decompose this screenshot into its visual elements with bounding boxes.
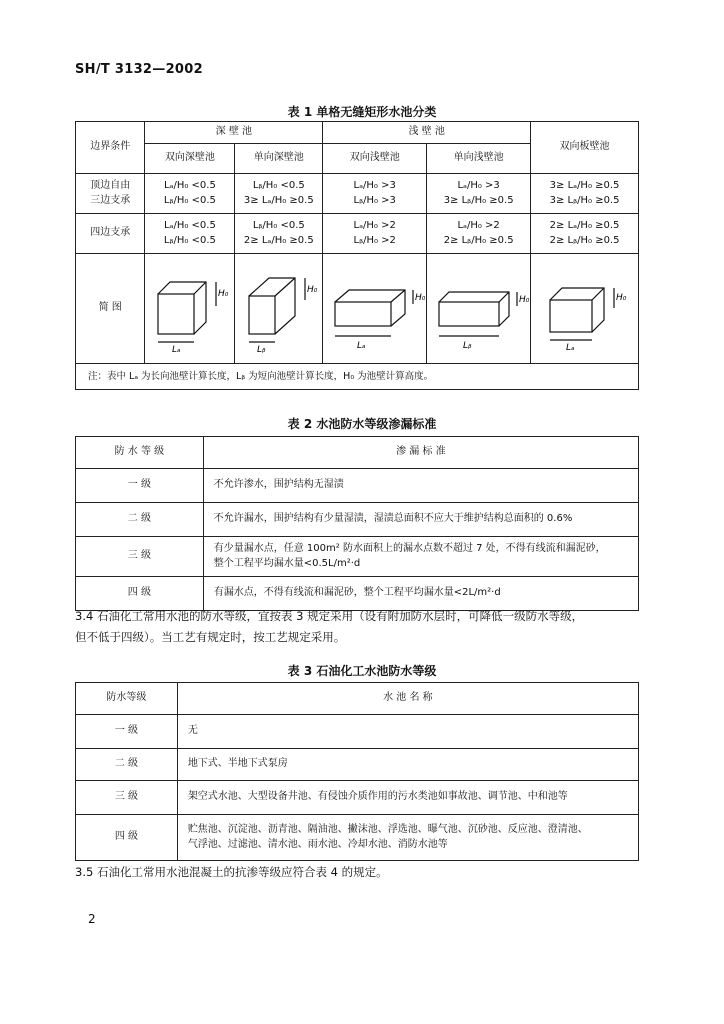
- formula: Lₐ/H₀ >2: [457, 220, 500, 231]
- length-label: Lᵦ: [462, 340, 472, 351]
- table1-cell: [145, 214, 235, 254]
- table1: [75, 121, 639, 390]
- table3-level: 四 级: [76, 815, 178, 861]
- text-line: 贮焦池、沉淀池、沥青池、隔油池、撇沫池、浮选池、曝气池、沉砂池、反应池、澄清池、: [187, 824, 588, 835]
- formula: Lᵦ/H₀ <0.5: [252, 180, 305, 191]
- row-label-line: 三边支承: [90, 194, 131, 206]
- tank-diagram: [150, 264, 230, 354]
- table2-level: 三 级: [76, 537, 204, 577]
- table3: [75, 682, 639, 861]
- height-label: H₀: [414, 292, 426, 303]
- formula: Lₐ/H₀ <0.5: [163, 180, 216, 191]
- formula: 3≥ Lₐ/H₀ ≥0.5: [243, 194, 314, 206]
- formula: Lₐ/H₀ >3: [457, 180, 500, 191]
- table2-level: 二 级: [76, 503, 204, 537]
- height-label: H₀: [518, 294, 530, 305]
- table1-cell: [427, 214, 531, 254]
- length-label: Lₐ: [171, 344, 181, 355]
- table2-col-standard: 渗 漏 标 准: [203, 437, 638, 469]
- table3-text: [177, 815, 638, 861]
- table1-sub: 单向深壁池: [235, 144, 323, 174]
- formula: 2≥ Lᵦ/H₀ ≥0.5: [549, 234, 620, 246]
- table2-text: 不允许渗水，围护结构无湿渍: [203, 469, 638, 503]
- formula: Lᵦ/H₀ >2: [353, 234, 396, 246]
- table1-cell: [427, 174, 531, 214]
- table1-group-shallow: 浅 壁 池: [323, 122, 531, 144]
- table1-col-bidir-plate: 双向板壁池: [531, 122, 639, 174]
- height-label: H₀: [217, 288, 229, 299]
- table1-note: 注：表中 Lₐ 为长向池壁计算长度，Lᵦ 为短向池壁计算长度，H₀ 为池壁计算高度。: [76, 364, 639, 390]
- table3-caption: 表 3 石油化工水池防水等级: [287, 664, 437, 678]
- formula: Lᵦ/H₀ >3: [353, 194, 396, 206]
- length-label: Lₐ: [565, 342, 575, 353]
- document-code: SH/T 3132—2002: [75, 62, 203, 77]
- para-line: 但不低于四级）。当工艺有规定时，按工艺规定采用。: [75, 630, 346, 644]
- table1-cell: [531, 174, 639, 214]
- section-3-4: [75, 606, 645, 648]
- table1-sub: 单向浅壁池: [427, 144, 531, 174]
- table2-level: 一 级: [76, 469, 204, 503]
- table3-level: 二 级: [76, 749, 178, 781]
- table3-col-level: 防水等级: [76, 683, 178, 715]
- table1-group-deep: 深 壁 池: [145, 122, 323, 144]
- table2-caption: 表 2 水池防水等级渗漏标准: [287, 417, 437, 431]
- formula: 3≥ Lₐ/H₀ ≥0.5: [549, 180, 620, 191]
- formula: 2≥ Lₐ/H₀ ≥0.5: [549, 220, 620, 231]
- diagram-cell: [531, 254, 639, 364]
- formula: Lₐ/H₀ <0.5: [163, 220, 216, 231]
- table2-col-level: 防 水 等 级: [76, 437, 204, 469]
- formula: Lᵦ/H₀ <0.5: [163, 234, 216, 246]
- table3-text: 架空式水池、大型设备井池、有侵蚀介质作用的污水类池如事故池、调节池、中和池等: [177, 781, 638, 815]
- table3-col-name: 水 池 名 称: [177, 683, 638, 715]
- table1-diagram-label: 简 图: [76, 254, 145, 364]
- table1-row2-label: 四边支承: [76, 214, 145, 254]
- text-line: 气浮池、过滤池、清水池、雨水池、冷却水池、消防水池等: [187, 838, 448, 850]
- height-label: H₀: [615, 292, 626, 303]
- table1-cell: [235, 174, 323, 214]
- length-label: Lᵦ: [256, 344, 266, 355]
- formula: Lᵦ/H₀ <0.5: [163, 194, 216, 206]
- table2: [75, 436, 639, 611]
- table2-text: 有漏水点，不得有线流和漏泥砂，整个工程平均漏水量<2L/m²·d: [203, 577, 638, 611]
- formula: 3≥ Lᵦ/H₀ ≥0.5: [443, 194, 514, 206]
- table3-text: 地下式、半地下式泵房: [177, 749, 638, 781]
- table3-level: 三 级: [76, 781, 178, 815]
- para-line: 3.4 石油化工常用水池的防水等级，宜按表 3 规定采用（设有附加防水层时，可降低一级防水等级，: [75, 609, 584, 623]
- section-3-5: 3.5 石油化工常用水池混凝土的抗渗等级应符合表 4 的规定。: [75, 865, 388, 879]
- row-label-line: 顶边自由: [90, 180, 131, 191]
- table1-sub: 双向浅壁池: [323, 144, 427, 174]
- table1-cell: [323, 174, 427, 214]
- formula: 2≥ Lₐ/H₀ ≥0.5: [243, 234, 314, 246]
- table1-sub: 双向深壁池: [145, 144, 235, 174]
- formula: Lₐ/H₀ >3: [353, 180, 396, 191]
- table2-text: 不允许漏水，围护结构有少量湿渍，湿渍总面积不应大于维护结构总面积的 0.6%: [203, 503, 638, 537]
- text-line: 有少量漏水点，任意 100m² 防水面积上的漏水点数不超过 7 处，不得有线流和漏泥砂，: [213, 543, 606, 554]
- table2-level: 四 级: [76, 577, 204, 611]
- length-label: Lₐ: [356, 340, 366, 351]
- formula: 2≥ Lᵦ/H₀ ≥0.5: [443, 234, 514, 246]
- tank-diagram: [327, 264, 426, 354]
- diagram-cell: [145, 254, 235, 364]
- table1-cell: [235, 214, 323, 254]
- tank-diagram: [431, 264, 530, 354]
- table2-text: [203, 537, 638, 577]
- tank-diagram: [540, 264, 630, 354]
- height-label: H₀: [306, 284, 318, 295]
- table3-text: 无: [177, 715, 638, 749]
- table1-cell: [531, 214, 639, 254]
- table3-level: 一 级: [76, 715, 178, 749]
- tank-diagram: [241, 264, 317, 354]
- table1-cell: [145, 174, 235, 214]
- page-number: 2: [88, 912, 96, 926]
- formula: Lₐ/H₀ >2: [353, 220, 396, 231]
- table1-cell: [323, 214, 427, 254]
- formula: Lᵦ/H₀ <0.5: [252, 220, 305, 231]
- formula: 3≥ Lᵦ/H₀ ≥0.5: [549, 194, 620, 206]
- table1-col-boundary: 边界条件: [76, 122, 145, 174]
- table1-caption: 表 1 单格无缝矩形水池分类: [287, 105, 437, 119]
- diagram-cell: [235, 254, 323, 364]
- text-line: 整个工程平均漏水量<0.5L/m²·d: [213, 557, 361, 569]
- table1-row1-label: [76, 174, 145, 214]
- diagram-cell: [427, 254, 531, 364]
- diagram-cell: [323, 254, 427, 364]
